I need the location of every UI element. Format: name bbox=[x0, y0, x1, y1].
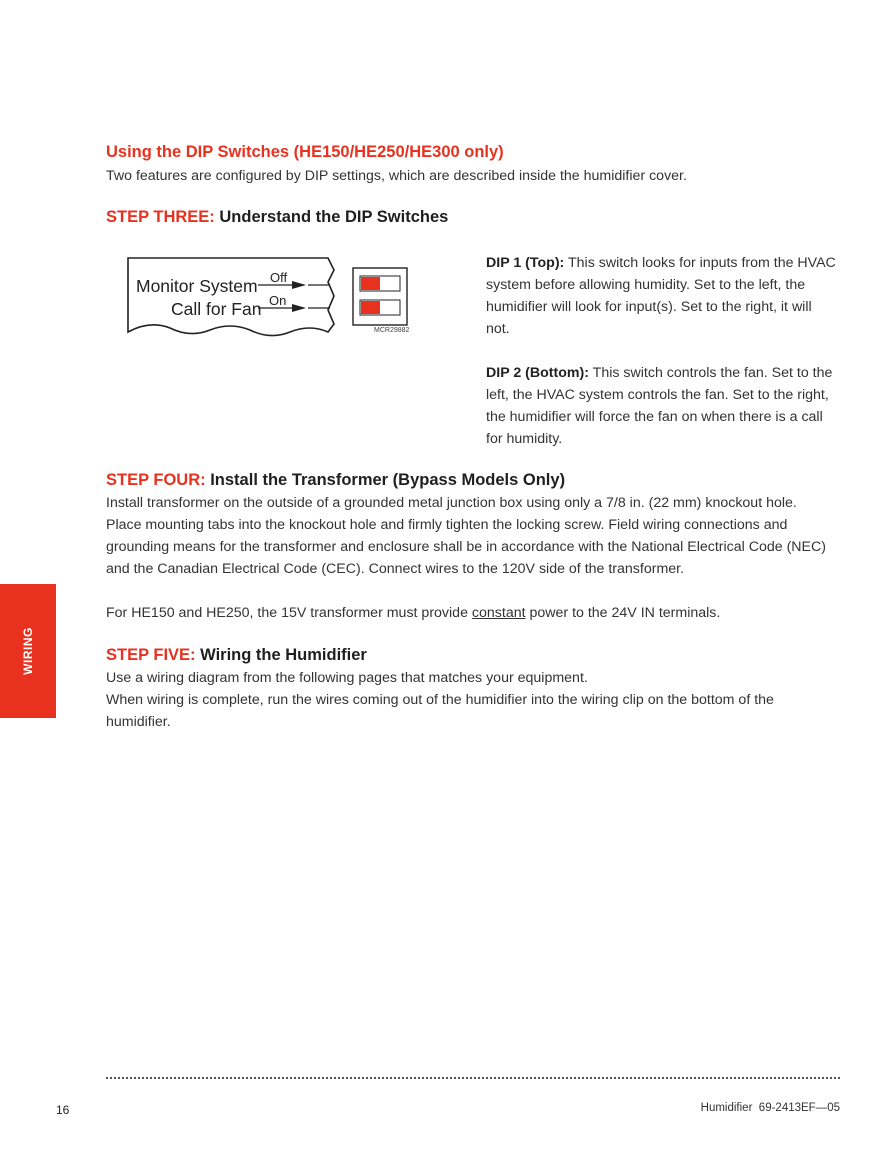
step-three-heading bbox=[106, 208, 448, 227]
step-four-title: Install the Transformer (Bypass Models Only) bbox=[210, 471, 566, 489]
footer-doc-label: Humidifier bbox=[700, 1102, 753, 1114]
off-label: Off bbox=[270, 270, 288, 285]
dip1-toggle bbox=[361, 277, 380, 290]
arrow-right-icon bbox=[292, 304, 306, 312]
step-five-line1: Use a wiring diagram from the following pages that matches your equipment. bbox=[106, 670, 588, 686]
dip2-label: DIP 2 (Bottom): bbox=[486, 365, 589, 381]
page-number: 16 bbox=[56, 1103, 70, 1117]
footer-doc-code: 69-2413EF—05 bbox=[758, 1102, 840, 1114]
dip-descriptions bbox=[486, 252, 838, 450]
dip2-description bbox=[486, 362, 838, 450]
dip-switch-figure bbox=[120, 252, 420, 342]
arrow-right-icon bbox=[292, 281, 306, 289]
step-three-prefix: STEP THREE: bbox=[106, 208, 215, 226]
step-five-title: Wiring the Humidifier bbox=[200, 646, 367, 664]
step-four-heading bbox=[106, 471, 565, 490]
step-three-title: Understand the DIP Switches bbox=[219, 208, 449, 226]
footer-document-id bbox=[701, 1102, 840, 1114]
dip1-description bbox=[486, 252, 838, 340]
step-five-prefix: STEP FIVE: bbox=[106, 646, 196, 664]
section-title-dip-switches: Using the DIP Switches (HE150/HE250/HE300 only) bbox=[106, 143, 504, 161]
note-emphasis: constant bbox=[471, 605, 526, 621]
side-tab-label: WIRING bbox=[21, 627, 35, 675]
note-text-end: power to the 24V IN terminals. bbox=[525, 605, 721, 621]
figure-code: MCR29882 bbox=[374, 327, 410, 334]
on-label: On bbox=[269, 293, 287, 308]
monitor-system-label: Monitor System bbox=[136, 276, 258, 296]
section-intro-text: Two features are configured by DIP settings, which are described inside the humidifier cover. bbox=[106, 168, 687, 184]
step-five-heading bbox=[106, 646, 367, 665]
step-five-line2: When wiring is complete, run the wires coming out of the humidifier into the wiring clip on the bottom of the humidifier. bbox=[106, 692, 774, 730]
dip2-text: This switch controls the fan. Set to the left, the HVAC system controls the fan. Set to the right, the humidifier will force the fan on when there is a call for humidity. bbox=[486, 365, 833, 447]
section-side-tab bbox=[0, 584, 56, 718]
step-four-note bbox=[106, 602, 836, 624]
dip2-toggle bbox=[361, 301, 380, 314]
dip1-label: DIP 1 (Top): bbox=[486, 255, 565, 271]
step-four-paragraph: Install transformer on the outside of a grounded metal junction box using only a 7/8 in. (22 mm) knockout hole. Place mounting tabs into the knockout hole and firmly tighten the locking screw. Field wiring connections and grounding means for the transformer and enclosure shall be in accordance with the National Electrical Code (NEC) and the Canadian Electrical Code (CEC). Connect wires to the 120V side of the transformer. bbox=[106, 495, 826, 577]
step-four-prefix: STEP FOUR: bbox=[106, 471, 206, 489]
dip1-text: This switch looks for inputs from the HVAC system before allowing humidity. Set to the left, the humidifier will look for input(s). Set to the right, it will not. bbox=[486, 255, 836, 337]
footer-divider bbox=[106, 1077, 840, 1079]
label-card-outline bbox=[128, 258, 334, 336]
step-five-text bbox=[106, 667, 836, 733]
note-text-start: For HE150 and HE250, the 15V transformer must provide bbox=[106, 605, 472, 621]
call-for-fan-label: Call for Fan bbox=[171, 299, 262, 319]
